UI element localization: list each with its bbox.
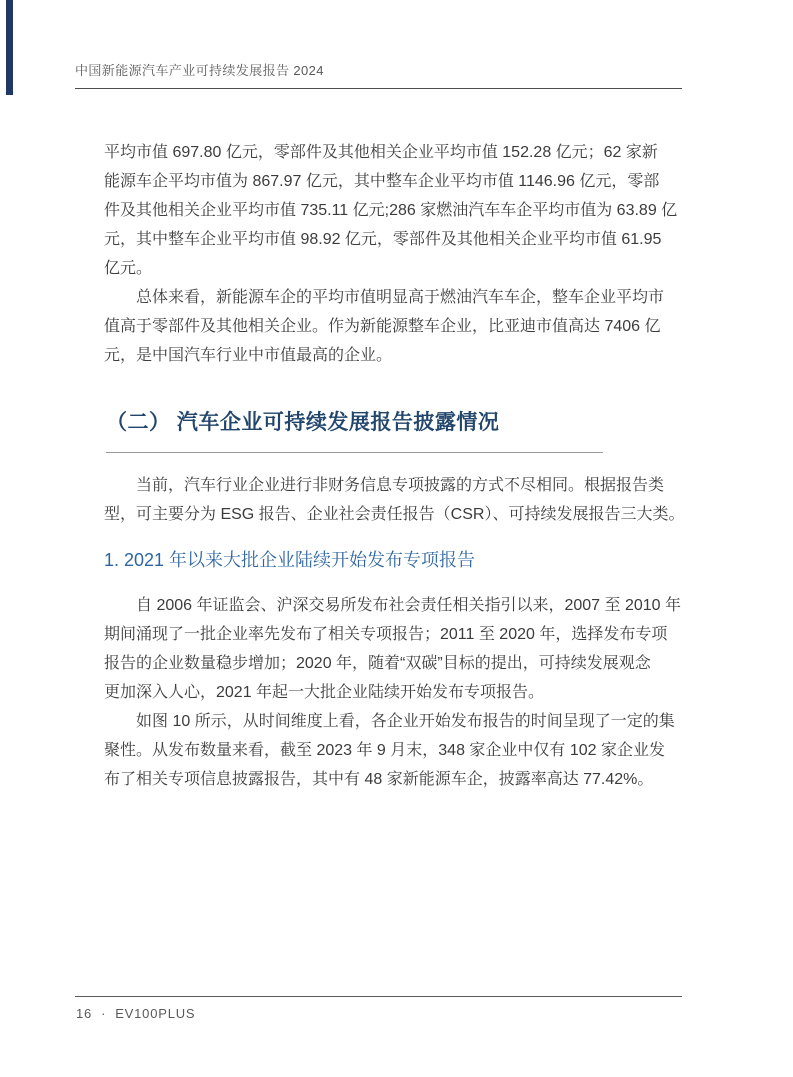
- text-line: 件及其他相关企业平均市值 735.11 亿元;286 家燃油汽车车企平均市值为 63.89 亿: [104, 202, 678, 219]
- report-title: 中国新能源汽车产业可持续发展报告 2024: [75, 63, 324, 78]
- body-text-block-1: [104, 138, 729, 370]
- paragraph-figure10-stats: [104, 707, 729, 794]
- text-line: 型，可主要分为 ESG 报告、企业社会责任报告（CSR）、可持续发展报告三大类。: [104, 506, 685, 523]
- page-edge-accent-bar: [6, 0, 13, 95]
- paragraph-disclosure-types: [104, 471, 729, 529]
- footer-divider: [75, 996, 682, 997]
- text-line: 元，是中国汽车行业中市值最高的企业。: [104, 347, 393, 364]
- paragraph-overall-summary: [104, 283, 729, 370]
- body-text-block-2: [104, 471, 729, 529]
- text-line: 值高于零部件及其他相关企业。作为新能源整车企业，比亚迪市值高达 7406 亿: [104, 318, 661, 335]
- text-line: 当前，汽车行业企业进行非财务信息专项披露的方式不尽相同。根据报告类: [136, 477, 665, 494]
- page-number: 16: [76, 1006, 93, 1021]
- section-heading: （二） 汽车企业可持续发展报告披露情况: [106, 411, 500, 434]
- text-line: 如图 10 所示，从时间维度上看，各企业开始发布报告的时间呈现了一定的集: [136, 713, 675, 730]
- text-line: 平均市值 697.80 亿元，零部件及其他相关企业平均市值 152.28 亿元；62 家新: [104, 144, 658, 161]
- section-heading-divider: [106, 452, 603, 453]
- footer-separator-dot: ·: [101, 1006, 107, 1021]
- text-line: 期间涌现了一批企业率先发布了相关专项报告；2011 至 2020 年，选择发布专项: [104, 626, 668, 643]
- paragraph-market-values: [104, 138, 729, 283]
- body-text-block-3: [104, 591, 729, 794]
- brand-name: EV100PLUS: [115, 1006, 196, 1021]
- text-line: 总体来看，新能源车企的平均市值明显高于燃油汽车车企，整车企业平均市: [136, 289, 665, 306]
- page-header: [75, 62, 682, 80]
- paragraph-report-history: [104, 591, 729, 707]
- text-line: 更加深入人心，2021 年起一大批企业陆续开始发布专项报告。: [104, 684, 545, 701]
- subsection-heading: 1. 2021 年以来大批企业陆续开始发布专项报告: [104, 550, 476, 570]
- text-line: 元，其中整车企业平均市值 98.92 亿元，零部件及其他相关企业平均市值 61.95: [104, 231, 662, 248]
- text-line: 亿元。: [104, 260, 153, 277]
- text-line: 报告的企业数量稳步增加；2020 年，随着“双碳”目标的提出，可持续发展观念: [104, 655, 651, 672]
- text-line: 聚性。从发布数量来看，截至 2023 年 9 月末，348 家企业中仅有 102 家企业发: [104, 742, 666, 759]
- text-line: 自 2006 年证监会、沪深交易所发布社会责任相关指引以来，2007 至 2010 年: [136, 597, 682, 614]
- header-divider: [75, 88, 682, 89]
- page-footer: [76, 1005, 195, 1023]
- text-line: 布了相关专项信息披露报告，其中有 48 家新能源车企，披露率高达 77.42%。: [104, 771, 654, 788]
- text-line: 能源车企平均市值为 867.97 亿元，其中整车企业平均市值 1146.96 亿元，零部: [104, 173, 660, 190]
